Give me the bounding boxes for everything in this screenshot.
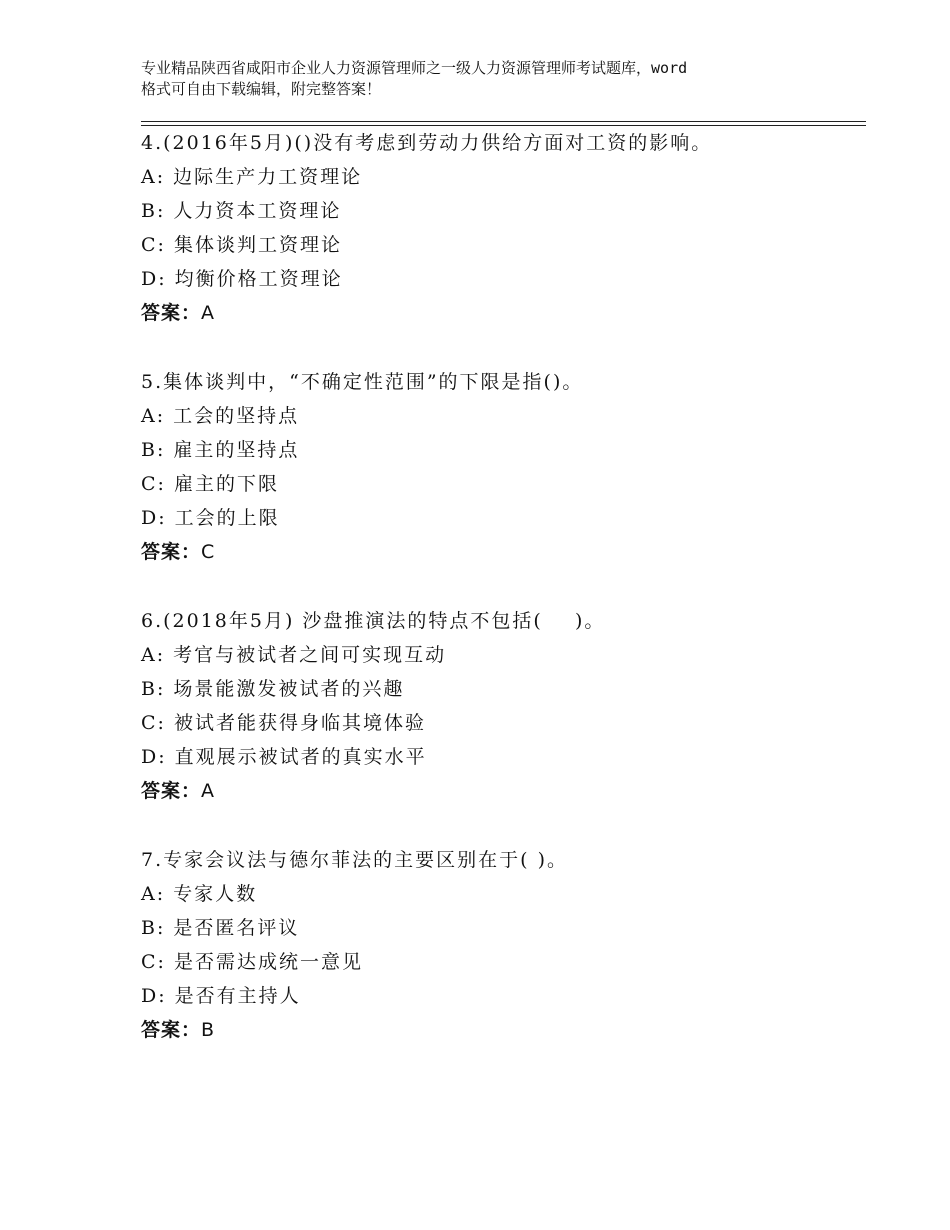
header-divider-top xyxy=(141,121,866,122)
question-stem: 4.(2016年5月)()没有考虑到劳动力供给方面对工资的影响。 xyxy=(141,132,713,154)
option-a: A: 边际生产力工资理论 xyxy=(141,166,363,188)
option-a: A: 考官与被试者之间可实现互动 xyxy=(141,644,447,666)
question-6 xyxy=(141,604,866,808)
option-c: C: 雇主的下限 xyxy=(141,473,279,495)
option-c: C: 集体谈判工资理论 xyxy=(141,234,342,256)
answer xyxy=(141,1013,866,1047)
option-b: B: 是否匿名评议 xyxy=(141,917,300,939)
option-c: C: 被试者能获得身临其境体验 xyxy=(141,712,426,734)
question-4 xyxy=(141,126,866,330)
option-d: D: 是否有主持人 xyxy=(141,985,301,1007)
answer-label: 答案： xyxy=(141,1019,202,1041)
header-line-2: 格式可自由下载编辑，附完整答案！ xyxy=(141,80,382,98)
header-line-1: 专业精品陕西省咸阳市企业人力资源管理师之一级人力资源管理师考试题库，word xyxy=(141,59,688,77)
answer-label: 答案： xyxy=(141,541,202,563)
question-stem: 6.(2018年5月) 沙盘推演法的特点不包括( )。 xyxy=(141,610,606,632)
answer-value: B xyxy=(201,1019,216,1041)
answer xyxy=(141,535,866,569)
option-d: D: 直观展示被试者的真实水平 xyxy=(141,746,427,768)
question-stem: 7.专家会议法与德尔菲法的主要区别在于( )。 xyxy=(141,849,568,871)
answer-label: 答案： xyxy=(141,780,202,802)
answer-value: C xyxy=(201,541,216,563)
option-a: A: 工会的坚持点 xyxy=(141,405,300,427)
answer-label: 答案： xyxy=(141,302,202,324)
option-a: A: 专家人数 xyxy=(141,883,258,905)
answer-value: A xyxy=(201,302,216,324)
answer-value: A xyxy=(201,780,216,802)
option-b: B: 人力资本工资理论 xyxy=(141,200,342,222)
document-header xyxy=(141,58,841,100)
question-5 xyxy=(141,365,866,569)
answer xyxy=(141,774,866,808)
option-c: C: 是否需达成统一意见 xyxy=(141,951,363,973)
question-stem: 5.集体谈判中，“不确定性范围”的下限是指()。 xyxy=(141,371,584,393)
option-b: B: 场景能激发被试者的兴趣 xyxy=(141,678,405,700)
answer xyxy=(141,296,866,330)
option-d: D: 均衡价格工资理论 xyxy=(141,268,343,290)
option-d: D: 工会的上限 xyxy=(141,507,280,529)
option-b: B: 雇主的坚持点 xyxy=(141,439,300,461)
question-7 xyxy=(141,843,866,1047)
